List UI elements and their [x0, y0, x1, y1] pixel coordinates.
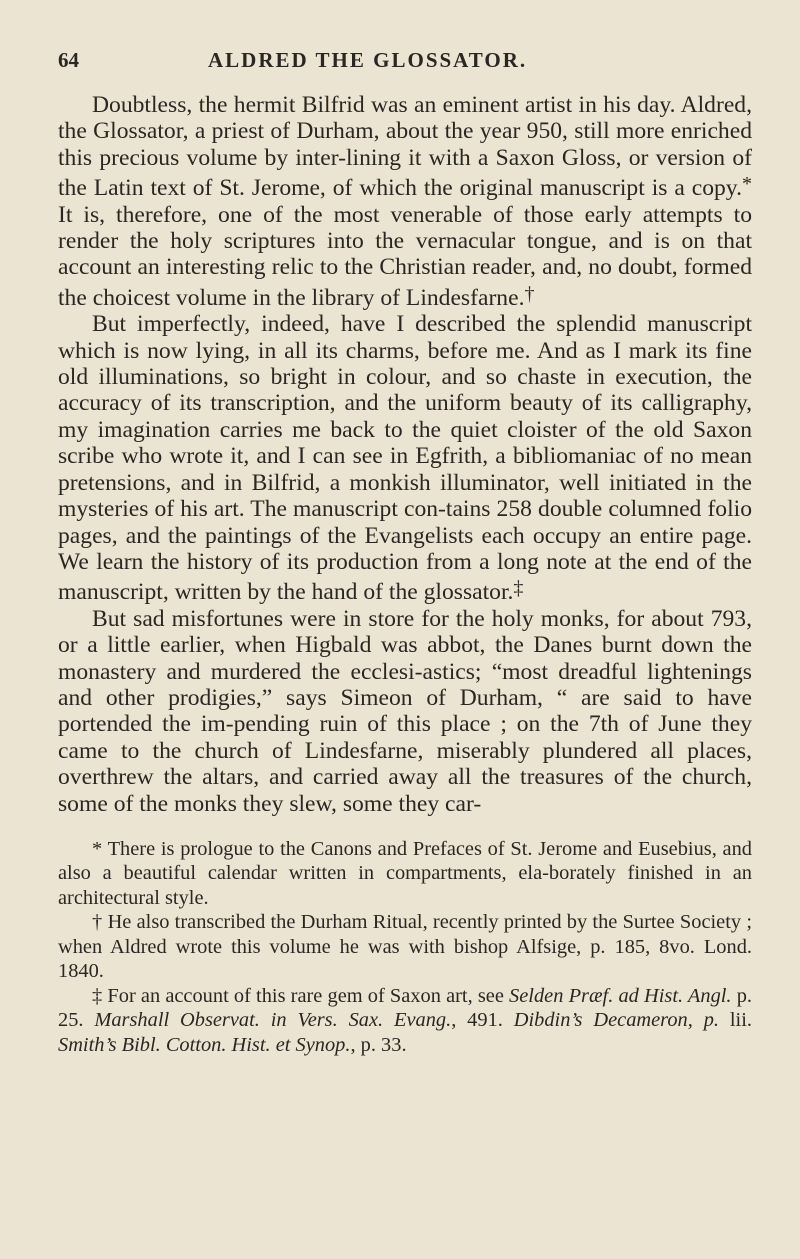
- footnote-2: † He also transcribed the Durham Ritual, recently printed by the Surtee Society ; when Aldred wrote this volume he was with bishop Alfsige, p. 185, 8vo. Lond. 1840.: [58, 911, 752, 983]
- footnote-3-text-4: , p. 33.: [350, 1033, 407, 1056]
- footnotes: [58, 837, 752, 1058]
- footnote-3: [58, 984, 752, 1058]
- paragraph-3: [58, 606, 752, 817]
- running-head: [58, 48, 752, 92]
- citation-marshall: Marshall Observat. in Vers. Sax. Evang.: [94, 1009, 452, 1032]
- page-number: 64: [58, 48, 79, 72]
- paragraph-1-text-b: It is, therefore, one of the most venerable of those early attempts to render the holy scriptures into the vernacular tongue, and is on that account an interesting relic to the Christian reader, and, no doubt, formed the choicest volume in the library of Lindesfarne.: [58, 201, 752, 311]
- running-title: ALDRED THE GLOSSATOR.: [208, 48, 528, 72]
- body-text: [58, 92, 752, 817]
- paragraph-2: [58, 311, 752, 605]
- footnote-3-text-3: lii.: [719, 1009, 752, 1032]
- paragraph-2-text: But imperfectly, indeed, have I described the splendid manuscript which is now lying, in all its charms, before me. And as I mark its fine old illuminations, so bright in colour, and so chaste in execution, the accuracy of its transcription, and the uniform beauty of its calligraphy, my imagination carries me back to the quiet cloister of the old Saxon scribe who wrote it, and I can see in Egfrith, a bibliomaniac of no mean pretensions, and in Bilfrid, a monkish illuminator, well initiated in the mysteries of his art. The manuscript con-tains 258 double columned folio pages, and the paintings of the Evangelists each occupy an entire page. We learn the history of its production from a long note at the end of the manuscript, written by the hand of the glossator.: [58, 311, 752, 606]
- paragraph-1: [58, 92, 752, 311]
- paragraph-1-text-a: Doubtless, the hermit Bilfrid was an eminent artist in his day. Aldred, the Glossator, a priest of Durham, about the year 950, still more enriched this precious volume by inter-lining it with a Saxon Gloss, or version of the Latin text of St. Jerome, of which the original manuscript is a copy.: [58, 92, 752, 202]
- footnote-1: * There is prologue to the Canons and Prefaces of St. Jerome and Eusebius, and also a beautiful calendar written in compartments, ela-borately finished in an architectural style.: [58, 837, 752, 909]
- footnote-ref-asterisk: *: [741, 173, 752, 196]
- footnote-ref-dagger: †: [524, 282, 535, 305]
- footnote-3-lead: ‡ For an account of this rare gem of Saxon art, see: [92, 984, 510, 1007]
- paragraph-3-text: But sad misfortunes were in store for the holy monks, for about 793, or a little earlier, when Higbald was abbot, the Danes burnt down the monastery and murdered the ecclesi-astics; “most dreadful lightenings and other prodigies,” says Simeon of Durham, “ are said to have portended the im-pending ruin of this place ; on the 7th of June they came to the church of Lindesfarne, miserably plundered all places, overthrew the altars, and carried away all the treasures of the church, some of the monks they slew, some they car-: [58, 605, 752, 817]
- citation-smith: Smith’s Bibl. Cotton. Hist. et Synop.: [58, 1033, 351, 1056]
- footnote-3-text-1: p. 25.: [58, 984, 752, 1032]
- footnote-ref-double-dagger: ‡: [513, 577, 524, 600]
- citation-selden: Selden Præf. ad Hist. Angl.: [509, 984, 732, 1007]
- citation-dibdin: Dibdin’s Decameron, p.: [513, 1009, 720, 1032]
- footnote-3-text-2: , 491.: [451, 1009, 514, 1032]
